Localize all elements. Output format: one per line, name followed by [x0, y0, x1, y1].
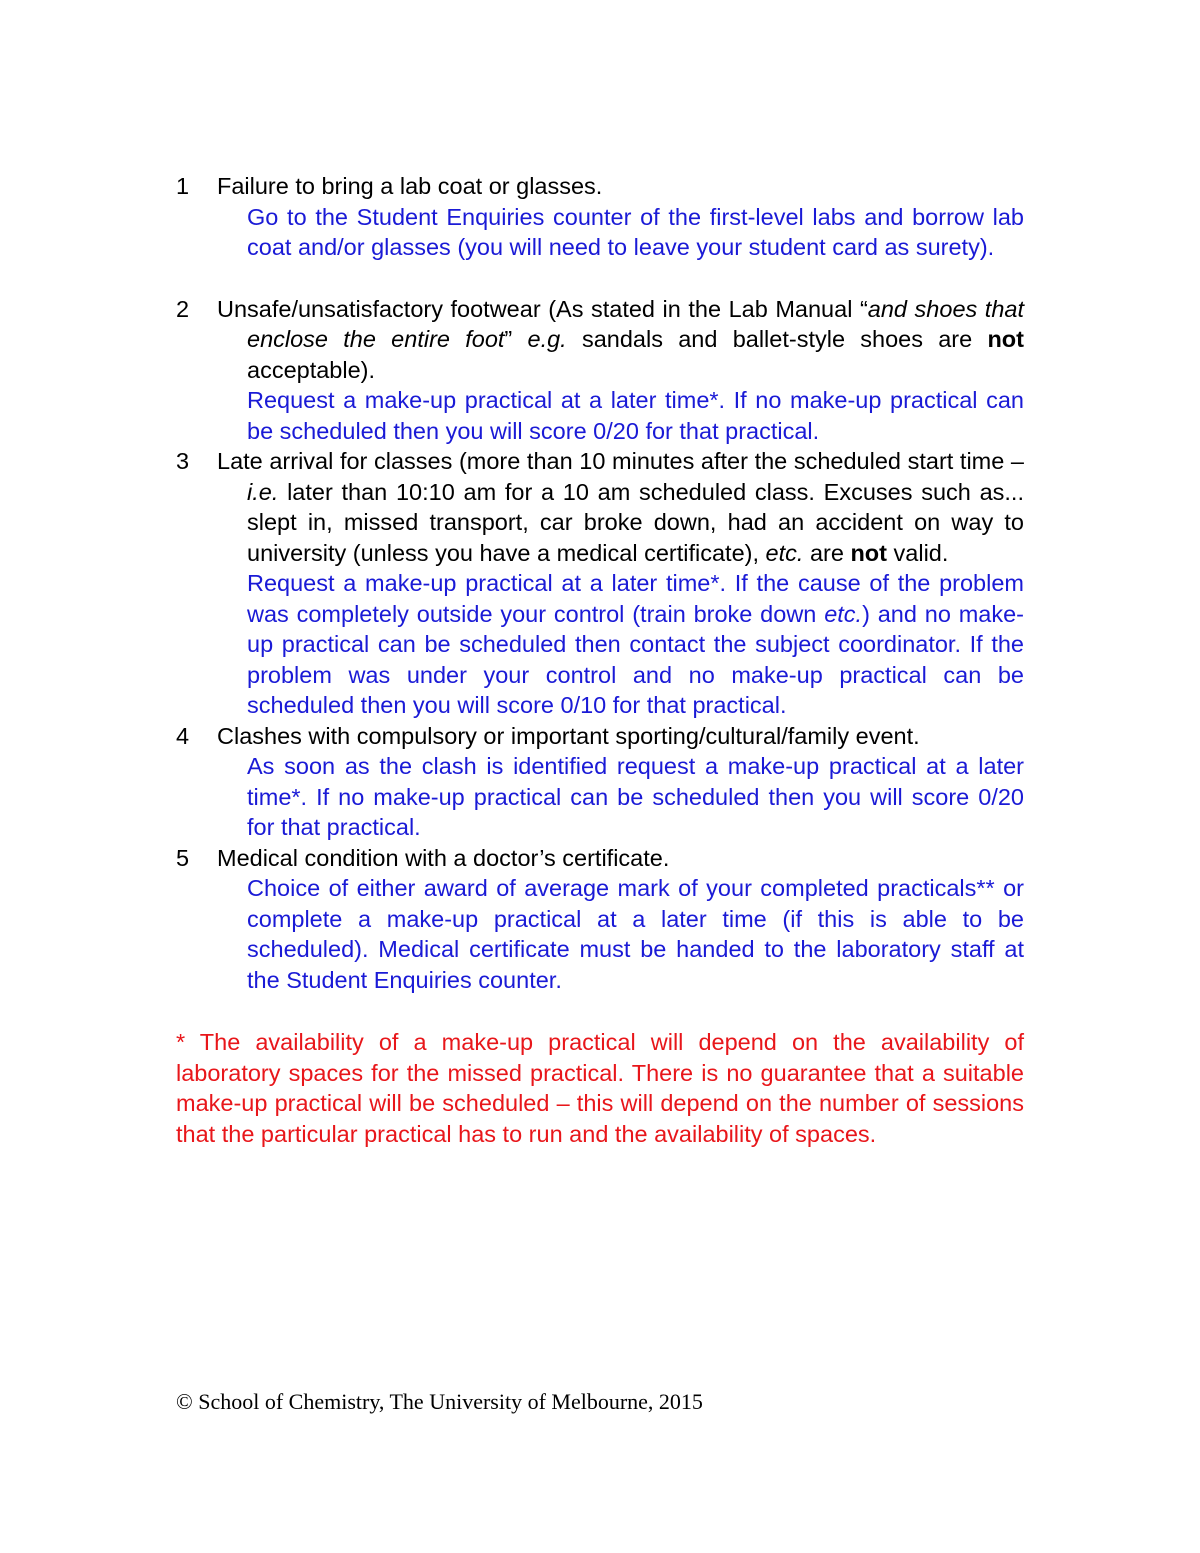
- condition-text: valid.: [887, 539, 949, 566]
- condition-text: Late arrival for classes (more than 10 minutes after the scheduled start time –: [217, 448, 1024, 474]
- condition-text: sandals and ballet-style shoes are: [566, 326, 988, 352]
- availability-note: * The availability of a make-up practical will depend on the availability of laboratory spaces for the missed practical. There is no guarantee that a suitable make-up practical will be scheduled – this will depend on the number of sessions that the particular practical has to run and the availability of spaces.: [176, 1029, 1024, 1147]
- item-condition: [217, 294, 1024, 386]
- condition-text: ”: [504, 326, 528, 352]
- list-item: [176, 843, 1024, 996]
- item-number: 2: [176, 295, 190, 322]
- item-number: 1: [176, 173, 190, 199]
- condition-text: later than 10:10 am for a 10 am scheduled class. Excuses such as... slept in, missed transport, car broke down, had an accident on way to university (unless you have a medical certificate),: [247, 478, 1024, 566]
- condition-italic-etc: etc.: [765, 539, 804, 566]
- condition-text: acceptable).: [247, 356, 376, 383]
- item-condition: [217, 446, 1024, 568]
- item-number: 5: [176, 844, 190, 871]
- list-item: [176, 171, 1024, 263]
- condition-text: are: [803, 539, 851, 566]
- document-body: [176, 171, 1024, 1149]
- copyright-footer: © School of Chemistry, The University of Melbourne, 2015: [176, 1389, 703, 1414]
- item-action: [247, 568, 1024, 721]
- action-italic-etc: etc.: [824, 600, 863, 627]
- action-text: ) and no make-up practical can be scheduled then contact the subject coordinator. If the problem was under your control and no make-up practical can be scheduled then you will score 0/10 for that practical.: [247, 600, 1024, 718]
- item-condition: Failure to bring a lab coat or glasses.: [217, 173, 603, 199]
- item-action: Choice of either award of average mark of your completed practicals** or complete a make-up practical at a later time (if this is able to be scheduled). Medical certificate must be handed to the laboratory staff at the Student Enquiries counter.: [247, 875, 1024, 993]
- item-number: 3: [176, 448, 190, 474]
- condition-bold-not: not: [850, 539, 887, 566]
- item-action: Request a make-up practical at a later time*. If no make-up practical can be scheduled then you will score 0/20 for that practical.: [247, 387, 1024, 444]
- item-body: [217, 843, 1024, 996]
- item-condition: Clashes with compulsory or important sporting/cultural/family event.: [217, 722, 920, 749]
- item-action: Go to the Student Enquiries counter of the first-level labs and borrow lab coat and/or glasses (you will need to leave your student card as surety).: [247, 203, 1024, 260]
- condition-italic-ie: i.e.: [247, 478, 279, 505]
- item-body: [217, 294, 1024, 447]
- item-action: As soon as the clash is identified request a make-up practical at a later time*. If no make-up practical can be scheduled then you will score 0/20 for that practical.: [247, 753, 1024, 840]
- item-condition: Medical condition with a doctor’s certificate.: [217, 844, 670, 871]
- condition-bold-not: not: [987, 326, 1024, 352]
- item-body: [217, 446, 1024, 721]
- list-item: [176, 721, 1024, 843]
- item-body: [217, 721, 1024, 843]
- action-text: Request a make-up practical at a later time*. If the cause of the problem was completely outside your control (train broke down: [247, 570, 1024, 627]
- list-item: [176, 446, 1024, 721]
- condition-italic-quote: and shoes that enclose the entire foot: [247, 295, 1024, 352]
- condition-text: Unsafe/unsatisfactory footwear (As stated in the Lab Manual “: [217, 295, 868, 322]
- item-number: 4: [176, 722, 190, 749]
- item-body: [217, 171, 1024, 263]
- condition-italic-eg: e.g.: [527, 326, 567, 352]
- list-item: [176, 294, 1024, 447]
